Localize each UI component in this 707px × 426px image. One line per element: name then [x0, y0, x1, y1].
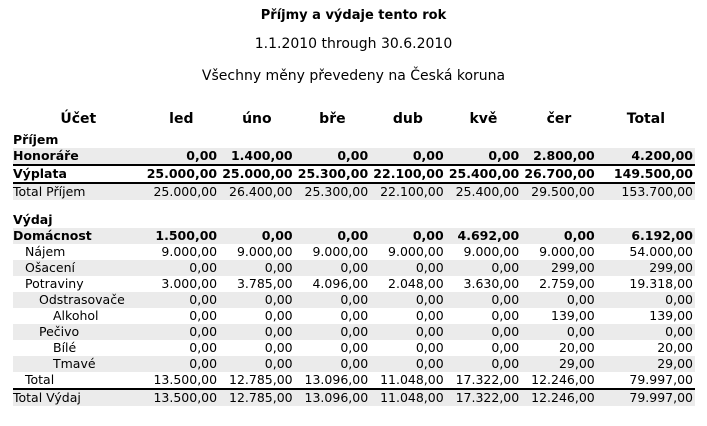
amount-cell: 0,00 — [491, 340, 520, 355]
column-header-jun: čer — [546, 111, 572, 127]
column-header-apr: dub — [392, 111, 423, 127]
account-label: Ošacení — [13, 260, 144, 276]
account-label: Potraviny — [25, 276, 84, 291]
column-header-account: Účet — [60, 111, 97, 127]
amount-cell: 26.700,00 — [521, 165, 597, 183]
row-total-cell: 0,00 — [597, 324, 695, 340]
amount-cell: 0,00 — [446, 292, 522, 308]
account-label: Pečivo — [13, 324, 144, 340]
amount-cell: 0,00 — [295, 148, 371, 165]
amount-cell: 13.500,00 — [153, 372, 218, 387]
column-header-jan: led — [169, 111, 194, 127]
amount-cell: 13.096,00 — [295, 389, 371, 406]
section-header-row — [13, 212, 695, 228]
amount-cell: 0,00 — [446, 148, 522, 165]
account-label: Tmavé — [13, 356, 144, 372]
amount-cell: 12.785,00 — [229, 372, 293, 387]
amount-cell: 0,00 — [370, 292, 446, 308]
amount-cell: 25.400,00 — [446, 165, 522, 183]
amount-cell: 0,00 — [521, 292, 597, 308]
currency-note: Všechny měny převedeny na Česká koruna — [201, 68, 506, 84]
amount-cell: 25.000,00 — [219, 165, 295, 183]
amount-cell: 0,00 — [415, 340, 444, 355]
amount-cell: 0,00 — [144, 260, 220, 276]
section-header-label: Výdaj — [13, 212, 53, 227]
amount-cell: 9.000,00 — [161, 244, 218, 259]
amount-cell: 2.759,00 — [539, 276, 595, 291]
amount-cell: 0,00 — [295, 228, 371, 244]
amount-cell: 29.500,00 — [521, 183, 597, 200]
amount-cell: 11.048,00 — [370, 389, 446, 406]
amount-cell: 0,00 — [295, 260, 371, 276]
amount-cell: 9.000,00 — [463, 244, 520, 259]
amount-cell: 0,00 — [295, 356, 371, 372]
amount-cell: 17.322,00 — [455, 372, 520, 387]
column-header-may: kvě — [469, 111, 498, 127]
amount-cell: 9.000,00 — [312, 244, 369, 259]
amount-cell: 0,00 — [491, 308, 520, 323]
amount-cell: 2.800,00 — [521, 148, 597, 165]
table-row — [13, 292, 695, 308]
table-row — [13, 340, 695, 356]
account-label: Domácnost — [13, 228, 144, 244]
amount-cell: 25.000,00 — [144, 183, 220, 200]
amount-cell: 13.500,00 — [144, 389, 220, 406]
amount-cell: 1.500,00 — [144, 228, 220, 244]
account-label: Alkohol — [53, 308, 99, 323]
amount-cell: 12.785,00 — [219, 389, 295, 406]
table-row — [13, 228, 695, 244]
account-label: Total Výdaj — [13, 389, 144, 406]
amount-cell: 3.630,00 — [463, 276, 520, 291]
row-total-cell: 139,00 — [649, 308, 693, 323]
amount-cell: 0,00 — [189, 340, 218, 355]
column-header-total: Total — [626, 111, 665, 127]
amount-cell: 0,00 — [370, 148, 446, 165]
amount-cell: 0,00 — [144, 356, 220, 372]
amount-cell: 3.785,00 — [236, 276, 293, 291]
amount-cell: 0,00 — [370, 228, 446, 244]
section-header-label: Příjem — [13, 132, 59, 147]
row-total-cell: 153.700,00 — [597, 183, 695, 200]
amount-cell: 13.096,00 — [304, 372, 369, 387]
amount-cell: 3.000,00 — [161, 276, 218, 291]
table-row — [13, 165, 695, 183]
account-label: Nájem — [25, 244, 66, 259]
spacer-row — [13, 200, 695, 212]
amount-cell: 25.300,00 — [295, 165, 371, 183]
amount-cell: 22.100,00 — [370, 183, 446, 200]
row-total-cell: 0,00 — [597, 292, 695, 308]
amount-cell: 0,00 — [370, 324, 446, 340]
amount-cell: 0,00 — [446, 260, 522, 276]
amount-cell: 12.246,00 — [521, 389, 597, 406]
row-total-cell: 19.318,00 — [629, 276, 693, 291]
total-row — [13, 183, 695, 200]
amount-cell: 139,00 — [551, 308, 595, 323]
account-label: Total Příjem — [13, 183, 144, 200]
amount-cell: 1.400,00 — [219, 148, 295, 165]
row-total-cell: 54.000,00 — [629, 244, 693, 259]
column-header-row — [13, 106, 695, 132]
amount-cell: 25.300,00 — [295, 183, 371, 200]
account-label: Honoráře — [13, 148, 144, 165]
column-header-mar: bře — [319, 111, 346, 127]
amount-cell: 12.246,00 — [531, 372, 595, 387]
amount-cell: 9.000,00 — [236, 244, 293, 259]
report-date-range: 1.1.2010 through 30.6.2010 — [254, 36, 453, 52]
row-total-cell: 149.500,00 — [597, 165, 695, 183]
account-label: Odstrasovače — [13, 292, 144, 308]
account-label: Total — [25, 372, 55, 387]
amount-cell: 9.000,00 — [388, 244, 444, 259]
amount-cell: 0,00 — [219, 292, 295, 308]
row-total-cell: 29,00 — [597, 356, 695, 372]
amount-cell: 299,00 — [521, 260, 597, 276]
table-row — [13, 260, 695, 276]
row-total-cell: 6.192,00 — [597, 228, 695, 244]
row-total-cell: 79.997,00 — [629, 372, 693, 387]
report-title: Příjmy a výdaje tento rok — [260, 8, 447, 23]
amount-cell: 0,00 — [521, 228, 597, 244]
amount-cell: 0,00 — [521, 324, 597, 340]
total-row — [13, 389, 695, 406]
amount-cell: 0,00 — [446, 324, 522, 340]
table-row — [13, 324, 695, 340]
amount-cell: 9.000,00 — [539, 244, 595, 259]
table-row — [13, 148, 695, 165]
amount-cell: 0,00 — [144, 292, 220, 308]
amount-cell: 0,00 — [446, 356, 522, 372]
report-table — [13, 106, 695, 406]
amount-cell: 0,00 — [340, 308, 369, 323]
amount-cell: 11.048,00 — [380, 372, 444, 387]
amount-cell: 0,00 — [264, 308, 293, 323]
report-body — [13, 132, 695, 406]
row-total-cell: 20,00 — [657, 340, 693, 355]
amount-cell: 0,00 — [219, 324, 295, 340]
column-header-feb: úno — [242, 111, 272, 127]
amount-cell: 17.322,00 — [446, 389, 522, 406]
amount-cell: 4.096,00 — [312, 276, 369, 291]
table-row — [13, 276, 695, 292]
amount-cell: 4.692,00 — [446, 228, 522, 244]
amount-cell: 0,00 — [415, 308, 444, 323]
amount-cell: 0,00 — [144, 148, 220, 165]
amount-cell: 29,00 — [521, 356, 597, 372]
table-row — [13, 308, 695, 324]
amount-cell: 0,00 — [295, 324, 371, 340]
amount-cell: 0,00 — [219, 356, 295, 372]
amount-cell: 0,00 — [295, 292, 371, 308]
section-header-row — [13, 132, 695, 148]
row-total-cell: 299,00 — [597, 260, 695, 276]
amount-cell: 0,00 — [219, 228, 295, 244]
amount-cell: 0,00 — [189, 308, 218, 323]
amount-cell: 25.400,00 — [446, 183, 522, 200]
table-row — [13, 372, 695, 389]
table-row — [13, 244, 695, 260]
amount-cell: 0,00 — [219, 260, 295, 276]
amount-cell: 0,00 — [264, 340, 293, 355]
account-label: Bílé — [53, 340, 77, 355]
amount-cell: 20,00 — [558, 340, 595, 355]
table-row — [13, 356, 695, 372]
amount-cell: 22.100,00 — [370, 165, 446, 183]
account-label: Výplata — [13, 165, 144, 183]
amount-cell: 2.048,00 — [388, 276, 444, 291]
amount-cell: 0,00 — [370, 356, 446, 372]
row-total-cell: 79.997,00 — [597, 389, 695, 406]
amount-cell: 25.000,00 — [144, 165, 220, 183]
amount-cell: 26.400,00 — [219, 183, 295, 200]
row-total-cell: 4.200,00 — [597, 148, 695, 165]
amount-cell: 0,00 — [340, 340, 369, 355]
amount-cell: 0,00 — [144, 324, 220, 340]
spacer-cell — [13, 200, 695, 212]
amount-cell: 0,00 — [370, 260, 446, 276]
